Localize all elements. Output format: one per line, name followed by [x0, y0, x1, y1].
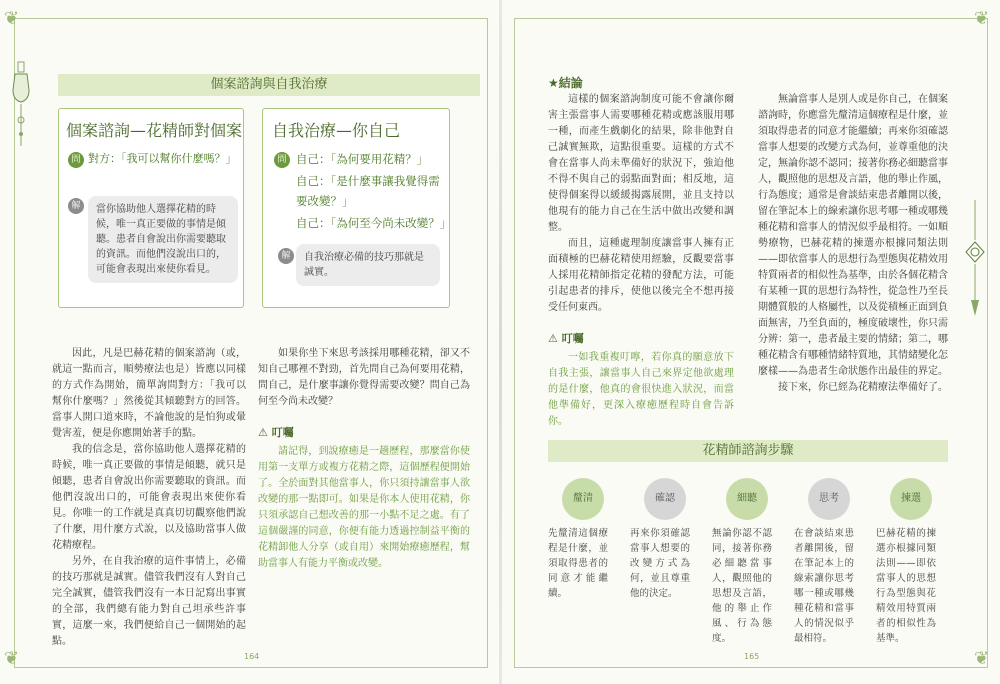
self-question-2: 自己：「是什麼事讓我覺得需要改變？」 — [296, 174, 440, 208]
self-question-1: 自己：「為何要用花精？」 — [296, 152, 429, 166]
knot-ornament-icon — [962, 200, 988, 320]
step-circle: 確認 — [644, 478, 686, 520]
notice-heading — [548, 330, 734, 346]
step-item — [794, 478, 864, 646]
corner-ornament-icon: ❦ — [4, 8, 20, 29]
consult-answer-bubble: 當你協助他人選擇花精的時候，唯一真正要做的事情是傾聽。患者自會說出你需要聽取的資訊。而他們沒說出口的，可能會表現出來使你看見。 — [88, 196, 238, 283]
warning-icon: ⚠ — [548, 332, 558, 345]
corner-ornament-icon: ❦ — [974, 648, 990, 669]
step-circle: 思考 — [808, 478, 850, 520]
paragraph: 因此，凡是巴赫花精的個案諮詢（或，就這一點而言，順勢療法也是）皆應以同樣的方式作為開始，簡單詢問對方：「我可以幫你什麼嗎？」然後從其傾聽對方的回答。當事人開口道來時，不論他說的是怕狗或暈覺害羞，便是你應開始著手的點。 — [52, 348, 246, 439]
paragraph: 如果你坐下來思考該採用哪種花精，卻又不知自己哪裡不對勁，首先問自己為何要用花精，問自己，是什麼事讓你覺得需要改變？問自己為何至今尚未改變？ — [258, 348, 470, 407]
page-gutter — [499, 0, 502, 684]
notice-label: 叮囑 — [561, 332, 584, 345]
paragraph: 這樣的個案諮詢制度可能不會讓你爾害主張當事人需要哪種花精或應該服用哪一種，而產生戲劇化的結果，除非他對自己誠實無欺，這點很重要。這樣的方式不會在當事人尚未準備好的狀況下，強迫他不得不與自己的弱點面對面；相反地，這使得個案得以緩緩揭露展開，並且支持以他現有的能力自己在生活中做出改變和調整。 — [548, 94, 734, 233]
step-text: 先釐清這個療程是什麼，並須取得患者的同意才能繼續。 — [548, 528, 608, 599]
right-body-column-2 — [758, 92, 948, 396]
step-text: 在會談結束患者離開後，留在筆記本上的線索讓你思考哪一種或哪幾種花精和當事人的情況似乎最相符。 — [794, 528, 854, 644]
step-circle: 揀選 — [890, 478, 932, 520]
self-card-title: 自我治療—你自己 — [272, 121, 401, 140]
conclusion-heading: ★結論 — [548, 76, 583, 90]
step-text: 巴赫花精的揀選亦根據同類法則——即依當事人的思想行為型態與花精效用特質兩者的相似性為基準。 — [876, 528, 936, 644]
notice-label: 叮囑 — [271, 426, 294, 439]
paragraph: 無論當事人是別人或是你自己，在個案諮詢時，你應當先釐清這個療程是什麼，並須取得患者的同意才能繼續；再來你須確認當事人想要的改變方式為何，並尊重他的決定，無論你認不認同；接著你務必細聽當事人，觀照他的思想及言語，他的舉止作風，行為態度；通常是會談結束患者離開以後，留在筆記本上的線索讓你思考哪一種或哪幾種花精和當事人的情況似乎最相符。一如順勢療物，巴赫花精的揀選亦根據同類法則——即依當事人的思想行為型態與花精效用特質兩者的相似性為基準，由於各個花精含有某種一貫的思想行為特性，從急性乃至長期體質般的人格屬性，以及從積極正面到負面無害，乃至負面的，極度破壞性，你只需分辨：第一，患者最主要的情緒；第二，哪種花精含有哪種情緒特質地，其情緒變化怎麼樣——為患者生命狀態作出最佳的界定。 — [758, 94, 948, 377]
left-body-column-1 — [52, 346, 246, 650]
notice-heading — [258, 424, 470, 440]
step-item — [630, 478, 700, 601]
step-item — [876, 478, 946, 646]
warning-icon: ⚠ — [258, 426, 268, 439]
question-tag: 問 — [274, 152, 290, 168]
steps-banner: 花精師諮詢步驟 — [548, 440, 948, 462]
flower-bottle-ornament-icon — [10, 60, 32, 150]
answer-tag: 解 — [278, 248, 294, 264]
corner-ornament-icon: ❦ — [4, 648, 20, 669]
self-question-3: 自己：「為何至今尚未改變？」 — [296, 216, 452, 230]
paragraph: 另外，在自我治療的這件事情上，必備的技巧那就是誠實。儘管我們沒有人對自己完全誠實，儘管我們沒有一本日記寫出事實的全部，我們總有能力對自己坦承些許事實，這麼一來，我們便給自己一個開始的起點。 — [52, 556, 246, 647]
paragraph: 而且，這種處理制度讓當事人擁有正面積極的巴赫花精使用經驗，反觀要當事人採用花精師指定花精的發配方法，可能引起患者的排斥，使他以後完全不想再接受任何東西。 — [548, 238, 734, 313]
step-text: 無論你認不認同，接著你務必細聽當事人，觀照他的思想及言語，他的舉止作風、行為態度。 — [712, 528, 772, 644]
paragraph: 我的信念是，當你協助他人選擇花精的時候，唯一真正要做的事情是傾聽，就只是傾聽，患者自會說出你需要聽取的資訊。而他們沒說出口的，可能會表現出來使你看見。你唯一的工作就是真真切切觀察他們說了什麼，用什麼方式說，以及協助當事人做花精療程。 — [52, 444, 246, 551]
page-number: 165 — [744, 652, 760, 661]
consult-card-title: 個案諮詢—花精師對個案 — [66, 121, 243, 140]
step-item — [548, 478, 618, 601]
left-body-column-2 — [258, 346, 470, 572]
right-body-column-1 — [548, 92, 734, 430]
self-answer-bubble: 自我治療必備的技巧那就是誠實。 — [296, 244, 440, 286]
step-item — [712, 478, 782, 646]
question-tag: 問 — [68, 152, 84, 168]
consult-question: 對方：「我可以幫你什麼嗎？」 — [88, 152, 237, 165]
corner-ornament-icon: ❦ — [974, 8, 990, 29]
notice-text: 請記得，到說療癒是一趟歷程，那麼當你使用第一支單方或複方花精之際，這個歷程便開始了。全於面對其他當事人，你只須持讓當事人欲改變的那一點即可。如果是你本人使用花精，你只須承認自己想改善的那一小點不足之處。有了這個嚴謹的同意，你便有能力透過控制益平衡的花精卸他人分享（或自用）來開始療癒歷程，幫助當事人有能力平衡或改變。 — [258, 446, 470, 569]
section-banner: 個案諮詢與自我治療 — [58, 74, 480, 96]
answer-tag: 解 — [68, 198, 84, 214]
notice-text: 一如我重複叮嚀，若你真的願意放下自我主張，讓當事人自己來界定他欲處理的是什麼，他真的會很快進入狀況，而當他準備好，更深入療癒歷程時自會告訴你。 — [548, 352, 734, 427]
page-number: 164 — [244, 652, 260, 661]
step-text: 再來你須確認當事人想要的改變方式為何，並且尊重他的決定。 — [630, 528, 690, 599]
step-circle: 釐清 — [562, 478, 604, 520]
paragraph: 接下來，你已經為花精療法準備好了。 — [778, 382, 948, 393]
step-circle: 細聽 — [726, 478, 768, 520]
